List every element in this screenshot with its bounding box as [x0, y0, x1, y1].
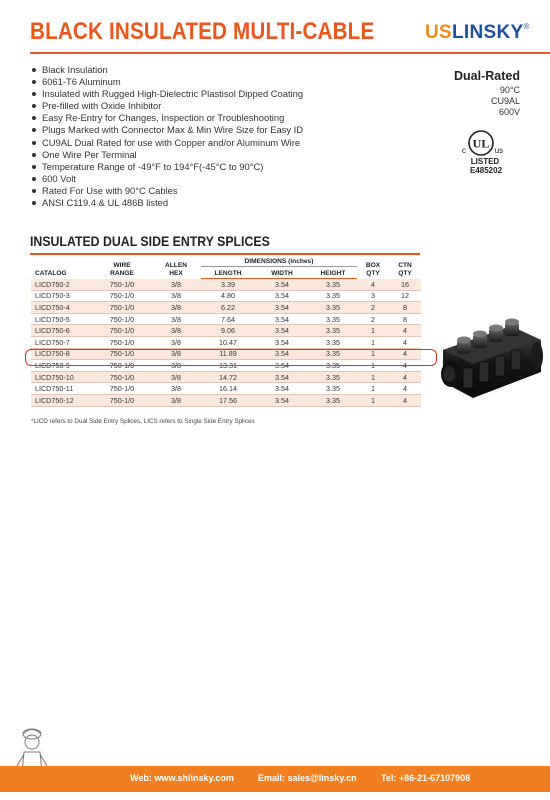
ul-us-text: us	[494, 146, 504, 155]
cell-length: 11.89	[201, 348, 255, 360]
cell-length: 3.39	[201, 279, 255, 291]
cell-ctn-qty: 4	[389, 383, 421, 395]
feature-item: Pre-filled with Oxide Inhibitor	[30, 100, 303, 112]
cell-length: 6.22	[201, 302, 255, 314]
cell-ctn-qty: 4	[389, 348, 421, 360]
cell-height: 3.35	[309, 371, 357, 383]
cell-ctn-qty: 8	[389, 313, 421, 325]
footer-web: Web: www.shlinsky.com	[130, 773, 234, 783]
cell-catalog: LICD750-5	[31, 313, 93, 325]
header-wire-range	[93, 256, 151, 279]
header-dimensions: DIMENSIONS (inches)	[201, 256, 357, 267]
cell-catalog: LICD750-3	[31, 290, 93, 302]
cell-length: 4.80	[201, 290, 255, 302]
cell-box-qty: 1	[357, 394, 389, 406]
cell-box-qty: 2	[357, 313, 389, 325]
ul-file-number: E485202	[470, 166, 503, 175]
cell-box-qty: 4	[357, 279, 389, 291]
rating-voltage: 600V	[498, 107, 520, 117]
cell-wire-range: 750-1/0	[93, 348, 151, 360]
header-height: HEIGHT	[309, 267, 357, 279]
cell-height: 3.35	[309, 290, 357, 302]
cell-width: 3.54	[255, 394, 309, 406]
feature-item: Easy Re-Entry for Changes, Inspection or Troubleshooting	[30, 112, 303, 124]
header-box-qty-l1: BOX	[365, 261, 381, 269]
cell-length: 13.31	[201, 360, 255, 372]
cell-box-qty: 1	[357, 325, 389, 337]
spec-table	[31, 256, 421, 407]
table-row	[31, 290, 421, 302]
cell-ctn-qty: 4	[389, 325, 421, 337]
footer-tel: Tel: +86-21-67107908	[381, 773, 471, 783]
table-row	[31, 302, 421, 314]
cell-allen-hex: 3/8	[151, 313, 201, 325]
cell-length: 17.56	[201, 394, 255, 406]
feature-item: Insulated with Rugged High-Dielectric Plastisol Dipped Coating	[30, 88, 303, 100]
feature-item: One Wire Per Terminal	[30, 149, 303, 161]
table-row	[31, 325, 421, 337]
header-ctn-qty-l1: CTN	[398, 261, 412, 269]
feature-item: 6061-T6 Aluminum	[30, 76, 303, 88]
rating-material: CU9AL	[490, 96, 520, 106]
cell-catalog: LICD750-10	[31, 371, 93, 383]
cell-wire-range: 750-1/0	[93, 383, 151, 395]
brand-logo	[425, 22, 530, 44]
cell-allen-hex: 3/8	[151, 383, 201, 395]
ul-listed-text: LISTED	[470, 157, 500, 166]
feature-item: Black Insulation	[30, 64, 303, 76]
feature-item: Temperature Range of -49°F to 194°F(-45°C to 90°C)	[30, 161, 303, 173]
cell-width: 3.54	[255, 279, 309, 291]
cell-ctn-qty: 4	[389, 371, 421, 383]
header-width: WIDTH	[255, 267, 309, 279]
header-box-qty	[357, 256, 389, 279]
cell-height: 3.35	[309, 325, 357, 337]
logo-linsky: LINSKY	[452, 22, 524, 43]
cell-height: 3.35	[309, 336, 357, 348]
cell-width: 3.54	[255, 325, 309, 337]
section-title: INSULATED DUAL SIDE ENTRY SPLICES	[30, 233, 270, 249]
cell-height: 3.35	[309, 348, 357, 360]
cell-width: 3.54	[255, 383, 309, 395]
cell-width: 3.54	[255, 302, 309, 314]
cell-box-qty: 1	[357, 383, 389, 395]
header-ctn-qty	[389, 256, 421, 279]
table-row	[31, 371, 421, 383]
cell-box-qty: 1	[357, 360, 389, 372]
footnote: *LICD refers to Dual Side Entry Splices, LICS refers to Single Side Entry Splices	[31, 418, 255, 425]
cell-wire-range: 750-1/0	[93, 279, 151, 291]
cell-allen-hex: 3/8	[151, 290, 201, 302]
table-row	[31, 313, 421, 325]
cell-catalog: LICD750-4	[31, 302, 93, 314]
row-highlight-outline	[25, 349, 437, 366]
ul-listed-label	[470, 157, 503, 175]
logo-us: US	[425, 22, 452, 43]
cell-ctn-qty: 4	[389, 360, 421, 372]
cell-height: 3.35	[309, 360, 357, 372]
header-allen-hex-l1: ALLEN	[165, 261, 187, 269]
section-rule	[30, 253, 420, 255]
spec-table-body	[31, 279, 421, 407]
cell-allen-hex: 3/8	[151, 348, 201, 360]
header-allen-hex	[151, 256, 201, 279]
table-row	[31, 279, 421, 291]
feature-item: ANSI C119.4 & UL 486B listed	[30, 197, 303, 209]
cell-box-qty: 1	[357, 336, 389, 348]
logo-registered-mark: ®	[523, 22, 530, 31]
cell-allen-hex: 3/8	[151, 302, 201, 314]
cell-allen-hex: 3/8	[151, 325, 201, 337]
rating-block	[454, 68, 520, 118]
cell-wire-range: 750-1/0	[93, 336, 151, 348]
cell-length: 9.06	[201, 325, 255, 337]
cell-wire-range: 750-1/0	[93, 290, 151, 302]
feature-item: 600 Volt	[30, 173, 303, 185]
cell-catalog: LICD750-9	[31, 360, 93, 372]
header-box-qty-l2: QTY	[366, 270, 380, 277]
product-splice-image	[433, 306, 545, 410]
cell-width: 3.54	[255, 313, 309, 325]
cell-height: 3.35	[309, 313, 357, 325]
cell-catalog: LICD750-2	[31, 279, 93, 291]
header-length: LENGTH	[201, 267, 255, 279]
footer-bar	[0, 766, 550, 792]
cell-width: 3.54	[255, 360, 309, 372]
rating-heading: Dual-Rated	[454, 69, 520, 83]
cell-ctn-qty: 12	[389, 290, 421, 302]
cell-allen-hex: 3/8	[151, 371, 201, 383]
cell-length: 14.72	[201, 371, 255, 383]
cell-ctn-qty: 16	[389, 279, 421, 291]
cell-box-qty: 2	[357, 302, 389, 314]
cell-box-qty: 1	[357, 348, 389, 360]
ul-mark-text: UL	[472, 136, 490, 151]
cell-height: 3.35	[309, 302, 357, 314]
cell-width: 3.54	[255, 336, 309, 348]
footer-email: Email: sales@linsky.cn	[258, 773, 357, 783]
cell-wire-range: 750-1/0	[93, 313, 151, 325]
cell-height: 3.35	[309, 383, 357, 395]
cell-box-qty: 1	[357, 371, 389, 383]
cell-allen-hex: 3/8	[151, 336, 201, 348]
cell-catalog: LICD750-7	[31, 336, 93, 348]
cell-wire-range: 750-1/0	[93, 360, 151, 372]
header-ctn-qty-l2: QTY	[398, 270, 412, 277]
cell-width: 3.54	[255, 290, 309, 302]
feature-item: Rated For Use with 90°C Cables	[30, 185, 303, 197]
cell-wire-range: 750-1/0	[93, 325, 151, 337]
feature-item: CU9AL Dual Rated for use with Copper and/or Aluminum Wire	[30, 137, 303, 149]
cell-height: 3.35	[309, 394, 357, 406]
cell-length: 10.47	[201, 336, 255, 348]
cell-wire-range: 750-1/0	[93, 302, 151, 314]
table-row	[31, 383, 421, 395]
cell-allen-hex: 3/8	[151, 360, 201, 372]
table-row	[31, 336, 421, 348]
cell-wire-range: 750-1/0	[93, 371, 151, 383]
table-row	[31, 394, 421, 406]
cell-ctn-qty: 4	[389, 336, 421, 348]
cell-catalog: LICD750-8	[31, 348, 93, 360]
header-catalog: CATALOG	[35, 270, 67, 277]
cell-ctn-qty: 4	[389, 394, 421, 406]
header-wire-range-l1: WIRE	[113, 261, 131, 269]
cell-height: 3.35	[309, 279, 357, 291]
cell-wire-range: 750-1/0	[93, 394, 151, 406]
rating-temp: 90°C	[499, 85, 520, 95]
page-title: BLACK INSULATED MULTI-CABLE	[30, 18, 375, 45]
cell-box-qty: 3	[357, 290, 389, 302]
feature-item: Plugs Marked with Connector Max & Min Wire Size for Easy ID	[30, 124, 303, 136]
cell-width: 3.54	[255, 348, 309, 360]
cell-catalog: LICD750-12	[31, 394, 93, 406]
ul-c-text: c	[462, 146, 466, 155]
cell-length: 7.64	[201, 313, 255, 325]
feature-list	[30, 64, 303, 209]
cell-catalog: LICD750-11	[31, 383, 93, 395]
title-rule	[30, 52, 550, 54]
cell-allen-hex: 3/8	[151, 279, 201, 291]
header-allen-hex-l2: HEX	[169, 270, 183, 277]
cell-ctn-qty: 8	[389, 302, 421, 314]
cell-allen-hex: 3/8	[151, 394, 201, 406]
cell-length: 16.14	[201, 383, 255, 395]
cell-catalog: LICD750-6	[31, 325, 93, 337]
header-wire-range-l2: RANGE	[110, 270, 134, 277]
cell-width: 3.54	[255, 371, 309, 383]
